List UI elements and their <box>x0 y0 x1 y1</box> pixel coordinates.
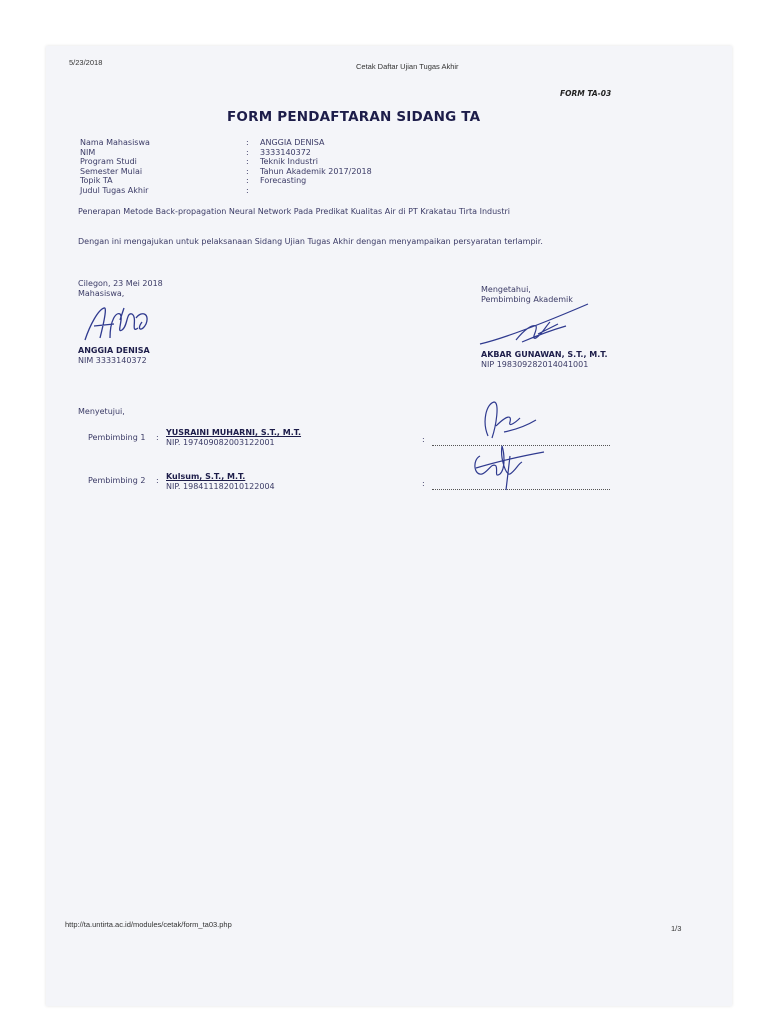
thesis-title: Penerapan Metode Back-propagation Neural Network Pada Predikat Kualitas Air di PT Krakatau Tirta Industri <box>78 207 510 216</box>
supervisor-signatures <box>466 396 556 492</box>
field-value-nim: 3333140372 <box>260 147 311 157</box>
field-label-judul: Judul Tugas Akhir <box>80 185 149 195</box>
separator: : <box>422 435 425 444</box>
student-name: ANGGIA DENISA <box>78 346 150 355</box>
field-value-topik: Forecasting <box>260 176 307 186</box>
field-label-nim: NIM <box>80 147 96 157</box>
separator: : <box>156 433 159 442</box>
supervisor-2 <box>166 472 275 491</box>
advisor-acknowledge: Mengetahui, <box>481 285 531 294</box>
footer-url: http://ta.untirta.ac.id/modules/cetak/form_ta03.php <box>65 920 232 929</box>
separator: : <box>246 147 249 157</box>
place-date: Cilegon, 23 Mei 2018 <box>78 279 163 288</box>
form-title: FORM PENDAFTARAN SIDANG TA <box>227 109 481 125</box>
field-value-prodi: Teknik Industri <box>260 157 318 167</box>
separator: : <box>156 476 159 485</box>
student-nim: NIM 3333140372 <box>78 355 147 365</box>
separator: : <box>246 157 249 167</box>
supervisor-1-label: Pembimbing 1 <box>88 433 146 442</box>
supervisor-2-label: Pembimbing 2 <box>88 476 146 485</box>
approval-heading: Menyetujui, <box>78 407 125 416</box>
advisor-nip: NIP 198309282014041001 <box>481 359 589 369</box>
field-value-nama: ANGGIA DENISA <box>260 138 325 147</box>
supervisor-1-name: YUSRAINI MUHARNI, S.T., M.T. <box>166 428 302 437</box>
advisor-role: Pembimbing Akademik <box>481 294 573 304</box>
separator: : <box>422 479 425 488</box>
print-page-title: Cetak Daftar Ujian Tugas Akhir <box>356 62 459 71</box>
separator: : <box>246 185 249 195</box>
student-role: Mahasiswa, <box>78 288 125 298</box>
advisor-id-block <box>481 350 608 369</box>
footer-page-number: 1/3 <box>671 924 682 933</box>
student-block <box>78 279 163 298</box>
statement-text: Dengan ini mengajukan untuk pelaksanaan Sidang Ujian Tugas Akhir dengan menyampaikan persyaratan terlampir. <box>78 237 543 246</box>
field-label-semester: Semester Mulai <box>80 166 143 176</box>
field-values <box>260 138 372 186</box>
separator: : <box>246 138 249 147</box>
field-label-prodi: Program Studi <box>80 157 137 167</box>
supervisor-1-nip: NIP. 197409082003122001 <box>166 437 275 447</box>
field-label-nama: Nama Mahasiswa <box>80 138 150 147</box>
separator: : <box>246 176 249 186</box>
print-date: 5/23/2018 <box>69 58 103 67</box>
supervisor-2-nip: NIP. 198411182010122004 <box>166 481 275 491</box>
field-separators <box>246 138 249 196</box>
advisor-signature <box>476 300 596 350</box>
supervisor-2-name: Kulsum, S.T., M.T. <box>166 472 246 481</box>
separator: : <box>246 166 249 176</box>
student-id-block <box>78 346 150 365</box>
student-signature <box>80 300 160 350</box>
supervisor-1 <box>166 428 301 447</box>
field-label-topik: Topik TA <box>80 176 113 186</box>
field-labels <box>80 138 150 196</box>
field-value-semester: Tahun Akademik 2017/2018 <box>260 166 372 176</box>
advisor-name: AKBAR GUNAWAN, S.T., M.T. <box>481 350 608 359</box>
form-code: FORM TA-03 <box>560 89 612 98</box>
